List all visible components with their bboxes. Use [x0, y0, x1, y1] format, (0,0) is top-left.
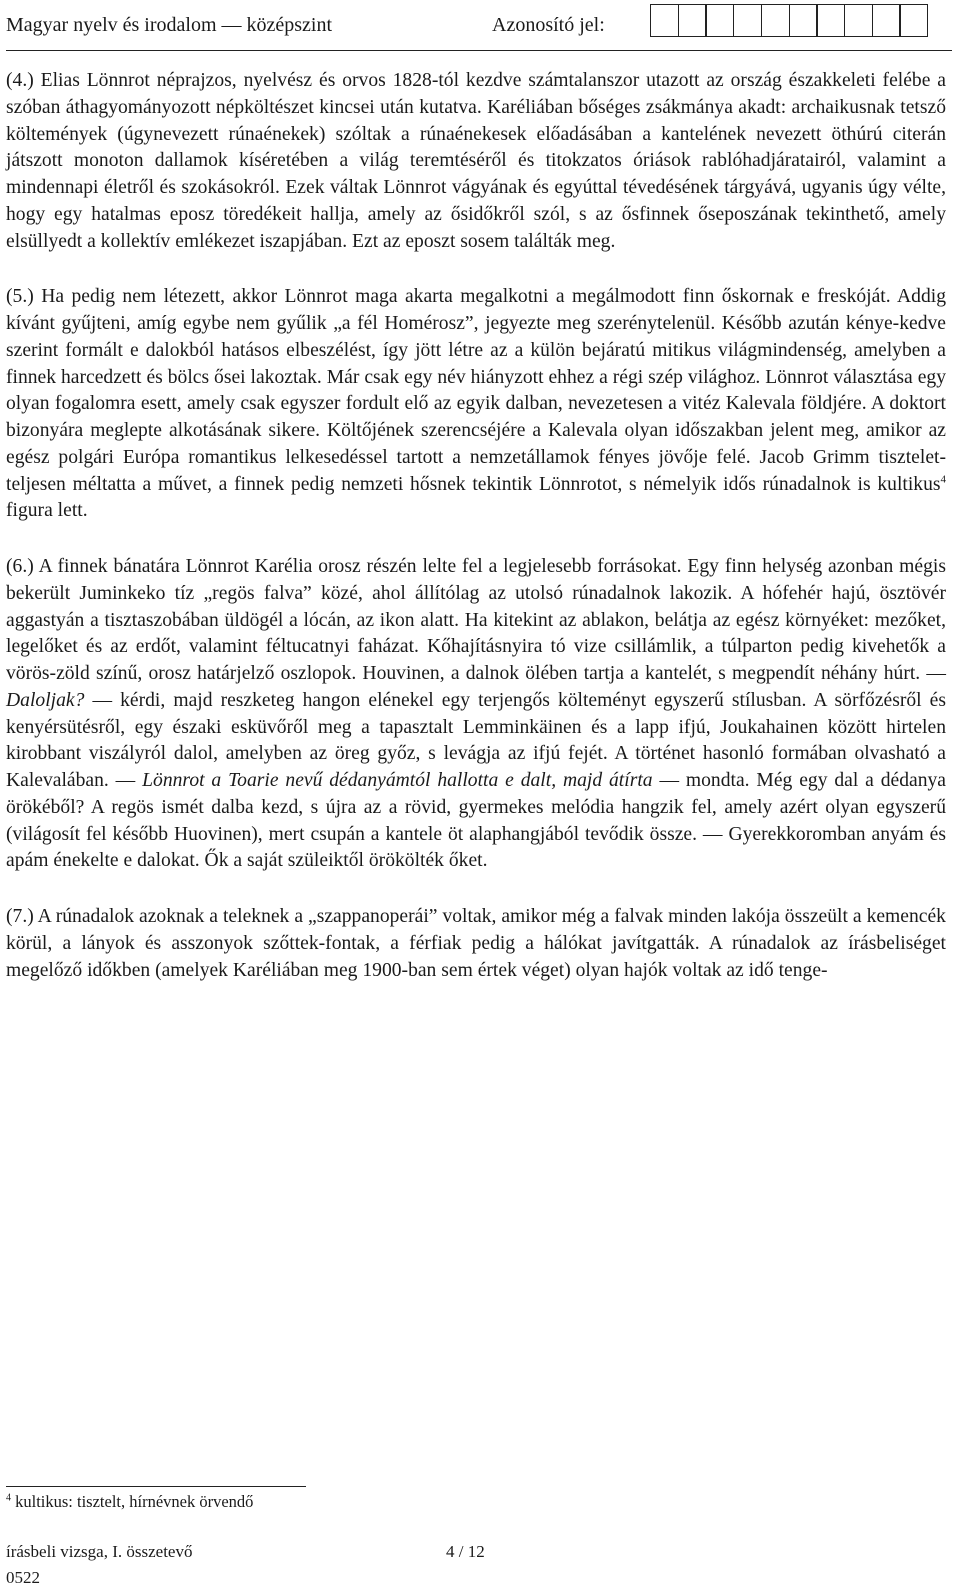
paragraph-text: figura lett.: [6, 500, 88, 522]
id-box[interactable]: [899, 4, 928, 37]
header-title: Magyar nyelv és irodalom — középszint: [6, 14, 333, 36]
paragraph-7: [6, 904, 946, 984]
exam-code: 0522: [6, 1568, 40, 1587]
id-box[interactable]: [705, 4, 734, 37]
footer-exam-label: írásbeli vizsga, I. összetevő: [6, 1542, 193, 1561]
paragraph-text: A finnek bánatára Lönnrot Karélia orosz részén lelte fel a legjelesebb forrásokat. Egy finn helység azonban mégis bekerült Juminkeko tíz „regös falva” közé, ahol állítólag az utolsó rúnadalnok lakozik. A hófehér hajú, ösztövér aggastyán a tisztaszobában üldögél a lócán, az ikon alatt. Ha kitekint az ablakon, belátja az egész környéket: mezőket, legelőket és az erdőt, valamint féltucatnyi faházat. Kőhajításnyira tó vize csillámlik, a túlparton pedig kivehetők a vörös-zöld színű, orosz határjelző oszlopok. Houvinen, a dalnok ölében tartja a kantelét, s megpendít néhány húrt. —: [6, 556, 946, 684]
paragraph-4: [6, 68, 946, 255]
id-box[interactable]: [816, 4, 845, 37]
quoted-speech: Daloljak?: [6, 689, 85, 711]
footnote-mark: 4: [6, 1492, 11, 1504]
paragraph-number: (4.): [6, 70, 34, 91]
id-box[interactable]: [733, 4, 762, 37]
paragraph-number: (6.): [6, 556, 34, 577]
id-box[interactable]: [650, 4, 679, 37]
footnote-divider: [6, 1486, 306, 1487]
paragraph-number: (5.): [6, 286, 34, 308]
id-boxes: [650, 4, 927, 37]
id-box[interactable]: [761, 4, 790, 37]
page-number: 4 / 12: [446, 1542, 485, 1561]
id-label: Azonosító jel:: [492, 14, 605, 36]
footnote: [6, 1492, 253, 1512]
paragraph-number: (7.): [6, 906, 34, 927]
quoted-speech: Lönnrot a Toarie nevű dédanyámtól hallotta e dalt, majd átírta: [142, 770, 653, 791]
paragraph-text: — mondta. Még egy dal a dédanya örökéből? A regös ismét dalba kezd, s újra az a rövid, gyermekes melódia hangzik fel, amely azért olyan egyszerű (világosít fel később Huovinen), mert csupán a kantele öt alaphangjából tevődik össze. — Gyerekkoromban anyám és apám énekelte e dalokat. Ők a saját szüleiktől örökölték őket.: [6, 770, 946, 872]
paragraph-6: [6, 554, 946, 875]
id-box[interactable]: [678, 4, 707, 37]
paragraph-5: [6, 284, 946, 525]
footnote-text: kultikus: tisztelt, hírnévnek örvendő: [11, 1492, 254, 1511]
footnote-reference: 4: [940, 472, 946, 485]
id-box[interactable]: [844, 4, 873, 37]
paragraph-text: — kérdi, majd reszketeg hangon elénekel egy terjengős költeményt egyszerű stílusban. A sörfőzésről és kenyérsütésről, egy északi esküvőről meg a tapasztalt Lemminkäinen és a lapp ifjú, Joukahainen között hirtelen kirobbant viszályról dalol, amelyben az öreg győz, s levágja az ifjú fejét. A történet hasonló formában olvasható a Kalevalában. —: [6, 689, 946, 791]
id-box[interactable]: [789, 4, 818, 37]
paragraph-text: Ha pedig nem létezett, akkor Lönnrot maga akarta megalkotni a megálmodott finn őskornak e freskóját. Addig kívánt gyűjteni, amíg egybe nem gyűlik „a fél Homérosz”, jegyezte meg szerénytelenül. Később azután kénye-kedve szerint formált e dalokból hatásos elbeszélést, így jött létre az a külön bejáratú mitikus világmindenség, amelyben a finnek harcedzett és bölcs ősei lakoztak. Már csak egy név hiányzott ehhez a régi szép világhoz. Lönnrot választása egy olyan fogalomra esett, amely csak egyszer fordult elő az egyik dalban, nevezetesen a vitéz Kalevala földjére. A doktort bizonyára meglepte alkotásának sikere. Költőjének szerencséjére a Kalevala olyan időszakban jelent meg, amikor az egész polgári Európa romantikus lelkesedéssel tartott a nemzetállamok fényes jövője felé. Jacob Grimm tiszteletteljesen méltatta a művet, a finnek pedig nemzeti hősnek tekintik Lönnrotot, s némelyik idős rúnadalnok is kultikus: [6, 286, 946, 495]
paragraph-text: A rúnadalok azoknak a teleknek a „szappanoperái” voltak, amikor még a falvak minden lakója összeült a kemencék körül, a lányok és asszonyok szőttek-fontak, a férfiak pedig a hálókat javítgatták. A rúnadalok az írásbeliséget megelőző időkben (amelyek Karéliában meg 1900-ban sem értek véget) olyan hajók voltak az idő tenge-: [6, 906, 946, 981]
text-body: [6, 68, 946, 1013]
paragraph-text: Elias Lönnrot néprajzos, nyelvész és orvos 1828-tól kezdve számtalanszor utazott az ország északkeleti felébe a szóban áthagyományozott népköltészet kincsei után kutatva. Karéliában bőséges zsákmánya akadt: archaikusnak tetsző költemények (úgynevezett rúnaénekek) szóltak a rúnaénekesek előadásában a kantelének nevezett öthúrú citerán játszott monoton dallamok kíséretében a világ teremtéséről és titokzatos óriások rablóhadjáratairól, valamint a mindennapi életről és szokásokról. Ezek váltak Lönnrot vágyának és egyúttal tévedésének tárgyává, ugyanis úgy vélte, hogy egy hatalmas eposz töredékeit hallja, amely az ősidőkről szól, s az ősfinnek őseposzának tekinthető, amely elsüllyedt a kollektív emlékezet iszapjában. Ezt az eposzt sosem találták meg.: [6, 70, 946, 252]
id-box[interactable]: [872, 4, 901, 37]
page-header: [6, 4, 952, 51]
